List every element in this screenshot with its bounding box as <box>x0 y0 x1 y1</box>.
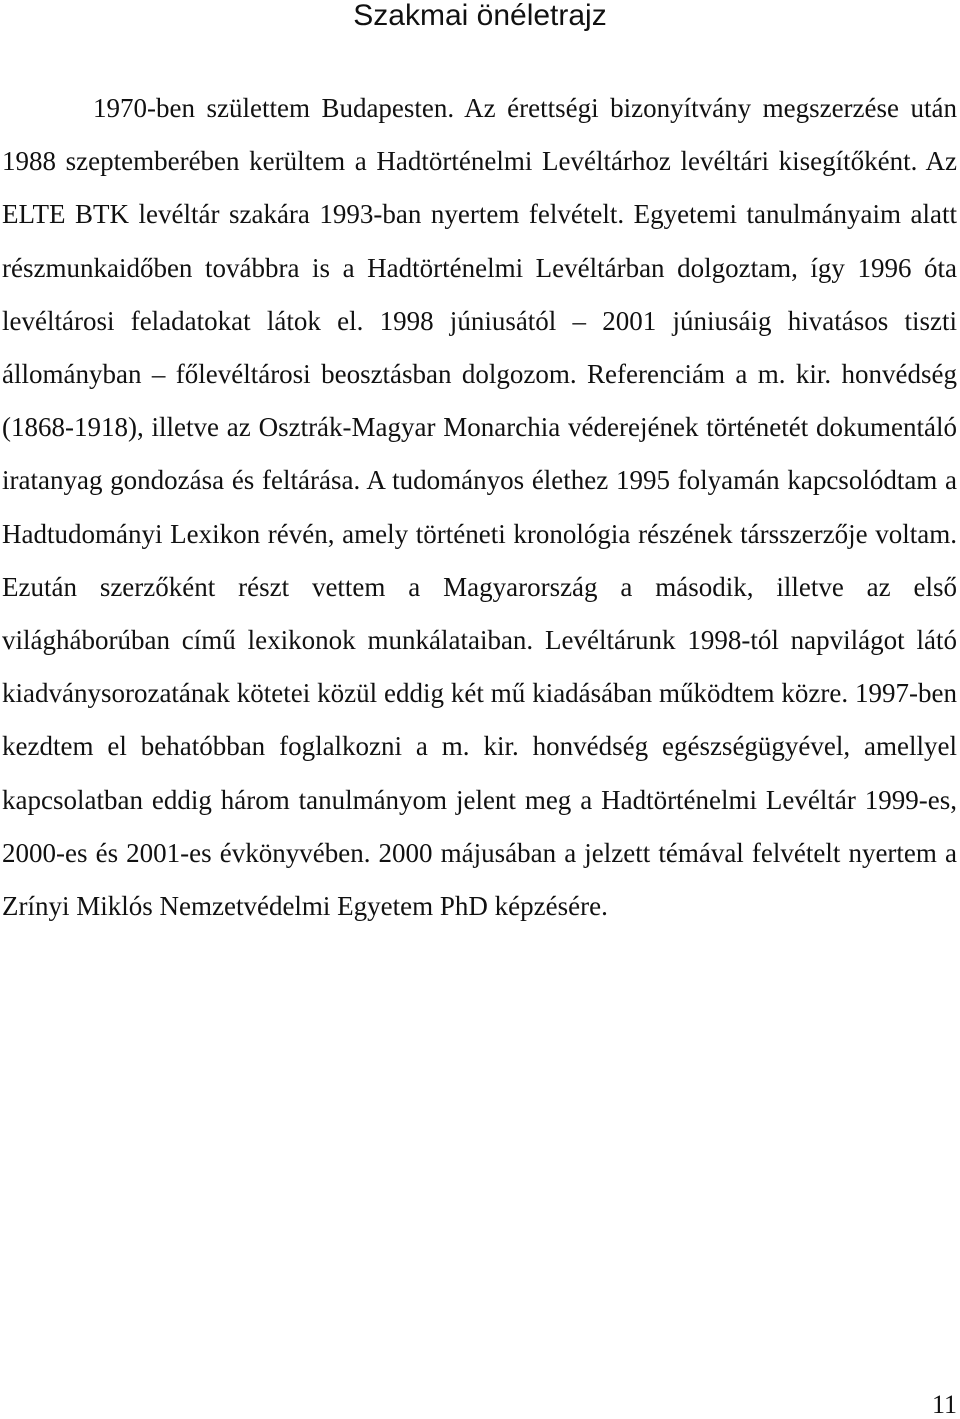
page-title: Szakmai önéletrajz <box>353 0 607 32</box>
cv-paragraph: 1970-ben születtem Budapesten. Az érettségi bizonyítvány megszerzése után 1988 szeptemberében kerültem a Hadtörténelmi Levéltárhoz levéltári kisegítőként. Az ELTE BTK levéltár szakára 1993-ban nyertem felvételt. Egyetemi tanulmányaim alatt részmunkaidőben továbbra is a Hadtörténelmi Levéltárban dolgoztam, így 1996 óta levéltárosi feladatokat látok el. 1998 júniusától – 2001 júniusáig hivatásos tiszti állományban – főlevéltárosi beosztásban dolgozom. Referenciám a m. kir. honvédség (1868-1918), illetve az Osztrák-Magyar Monarchia véderejének történetét dokumentáló iratanyag gondozása és feltárása. A tudományos élethez 1995 folyamán kapcsolódtam a Hadtudományi Lexikon révén, amely történeti kronológia részének társszerzője voltam. Ezután szerzőként részt vettem a Magyarország a második, illetve az első világháborúban című lexikonok munkálataiban. Levéltárunk 1998-tól napvilágot látó kiadványsorozatának kötetei közül eddig két mű kiadásában működtem közre. 1997-ben kezdtem el behatóbban foglalkozni a m. kir. honvédség egészségügyével, amellyel kapcsolatban eddig három tanulmányom jelent meg a Hadtörténelmi Levéltár 1999-es, 2000-es és 2001-es évkönyvében. 2000 májusában a jelzett témával felvételt nyertem a Zrínyi Miklós Nemzetvédelmi Egyetem PhD képzésére. <box>2 93 957 922</box>
page-number: 11 <box>931 1390 957 1419</box>
